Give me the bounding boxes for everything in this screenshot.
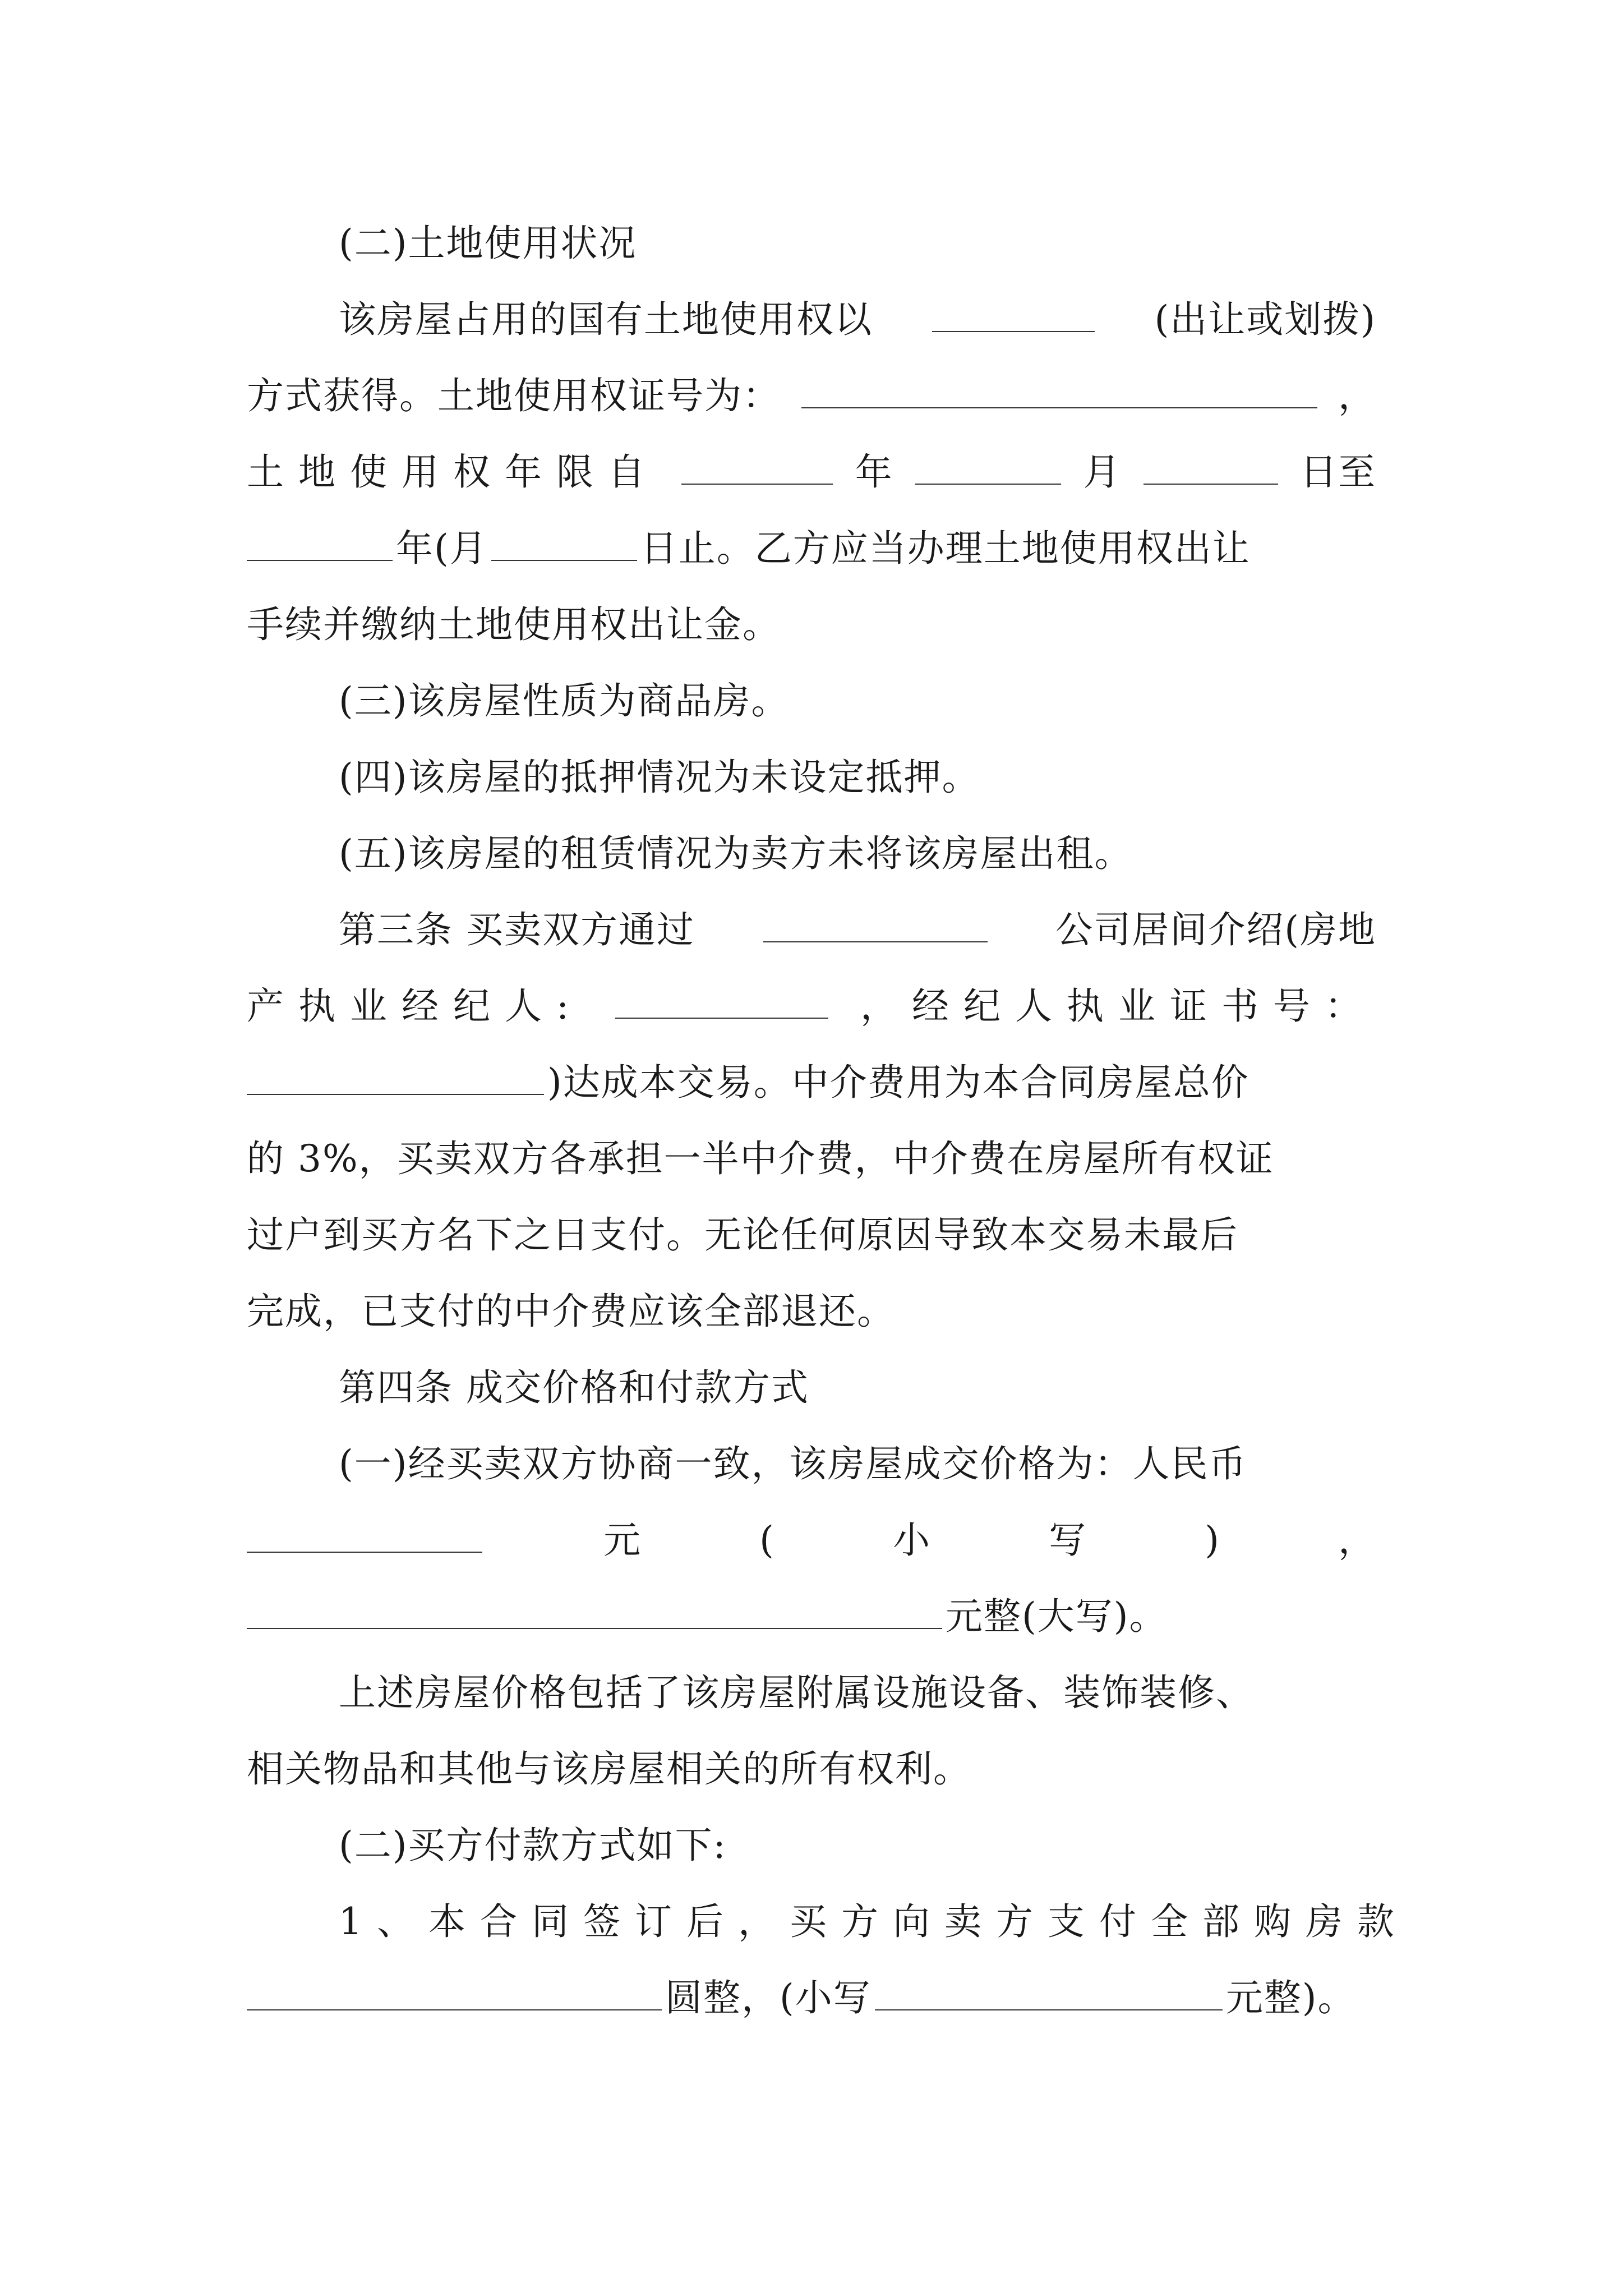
text: 日至 <box>1299 450 1376 494</box>
text: 元 <box>603 1519 642 1562</box>
fill-blank-price-uppercase[interactable] <box>247 1595 942 1629</box>
fill-blank-payment-lowercase[interactable] <box>875 1976 1223 2010</box>
text: (五)该房屋的租赁情况为卖方未将该房屋出租。 <box>339 832 1133 875</box>
text: 小 <box>892 1519 931 1562</box>
paragraph-line <box>247 973 1376 1040</box>
paragraph-line <box>339 286 1376 353</box>
text: (出让或划拨) <box>1154 298 1376 341</box>
paragraph-line <box>247 1736 1376 1803</box>
paragraph-line <box>339 1430 1376 1498</box>
text: ，经纪人执业证书号： <box>860 984 1376 1028</box>
text: 相关物品和其他与该房屋相关的所有权利。 <box>247 1747 971 1791</box>
text: (三)该房屋性质为商品房。 <box>339 679 790 723</box>
section-heading-land-use <box>339 210 1376 277</box>
fill-blank-payment-uppercase[interactable] <box>247 1976 662 2010</box>
text: ( <box>759 1519 775 1562</box>
paragraph-line <box>339 1888 1409 1955</box>
text: ) <box>1205 1519 1220 1562</box>
text: (二)土地使用状况 <box>339 222 637 265</box>
fill-blank-land-certificate-number[interactable] <box>801 374 1317 408</box>
fill-blank-start-day[interactable] <box>1144 450 1278 485</box>
text: ， <box>1338 374 1376 417</box>
paragraph-line <box>339 744 1376 811</box>
text: 产执业经纪人: <box>247 984 584 1028</box>
paragraph-line <box>247 1507 1376 1574</box>
article-three-heading <box>339 896 1376 964</box>
text: 该房屋占用的国有土地使用权以 <box>339 298 873 341</box>
text: 年 <box>855 450 893 494</box>
paragraph-line <box>339 1659 1376 1727</box>
paragraph-line <box>247 1278 1376 1345</box>
text: 公司居间介绍(房地 <box>1055 908 1376 951</box>
fill-blank-start-year[interactable] <box>681 450 833 485</box>
text: ， <box>1338 1519 1376 1562</box>
text: (四)该房屋的抵押情况为未设定抵押。 <box>339 756 980 799</box>
fill-blank-start-month[interactable] <box>915 450 1061 485</box>
text: 圆整，(小写 <box>665 1976 872 2019</box>
fill-blank-agent-certificate-number[interactable] <box>247 1061 544 1095</box>
article-four-heading <box>339 1354 1376 1421</box>
fill-blank-end-day[interactable] <box>491 527 637 561</box>
text: 日止。乙方应当办理土地使用权出让 <box>640 527 1251 570</box>
paragraph-line <box>247 1049 1376 1116</box>
fill-blank-acquisition-method[interactable] <box>932 298 1095 332</box>
fill-blank-agent-name[interactable] <box>615 984 828 1019</box>
fill-blank-agency-company[interactable] <box>763 908 988 942</box>
text: 方式获得。土地使用权证号为： <box>247 374 781 417</box>
paragraph-line <box>247 362 1376 430</box>
text: (二)买方付款方式如下: <box>339 1824 727 1867</box>
text: 写 <box>1049 1519 1087 1562</box>
text: 1、本合同签订后，买方向卖方支付全部购房款 <box>339 1900 1409 1943</box>
text: 的 3%，买卖双方各承担一半中介费，中介费在房屋所有权证 <box>247 1137 1274 1180</box>
text: )达成本交易。中介费用为本合同房屋总价 <box>547 1061 1249 1104</box>
text: 过户到买方名下之日支付。无论任何原因导致本交易未最后 <box>247 1213 1238 1257</box>
paragraph-line <box>339 668 1376 735</box>
paragraph-line <box>247 1202 1376 1269</box>
paragraph-line <box>247 1125 1376 1193</box>
paragraph-line <box>339 820 1376 887</box>
text: 第三条 买卖双方通过 <box>339 908 695 951</box>
text: 年(月 <box>396 527 488 570</box>
text: 手续并缴纳土地使用权出让金。 <box>247 603 781 646</box>
paragraph-line <box>247 591 1376 659</box>
fill-blank-price-lowercase[interactable] <box>247 1519 482 1553</box>
text: 完成，已支付的中介费应该全部退还。 <box>247 1290 895 1333</box>
paragraph-line <box>247 1964 1376 2032</box>
text: 第四条 成交价格和付款方式 <box>339 1366 809 1409</box>
text: 月 <box>1083 450 1122 494</box>
payment-method-heading <box>339 1812 1376 1879</box>
paragraph-line <box>247 439 1376 506</box>
text: 元整(大写)。 <box>946 1595 1168 1638</box>
paragraph-line <box>247 515 1376 582</box>
text: 土地使用权年限自 <box>247 450 660 494</box>
text: (一)经买卖双方协商一致，该房屋成交价格为：人民币 <box>339 1442 1247 1485</box>
text: 元整)。 <box>1225 1976 1356 2019</box>
paragraph-line <box>247 1583 1376 1650</box>
text: 上述房屋价格包括了该房屋附属设施设备、装饰装修、 <box>339 1671 1254 1714</box>
fill-blank-end-year[interactable] <box>247 527 393 561</box>
